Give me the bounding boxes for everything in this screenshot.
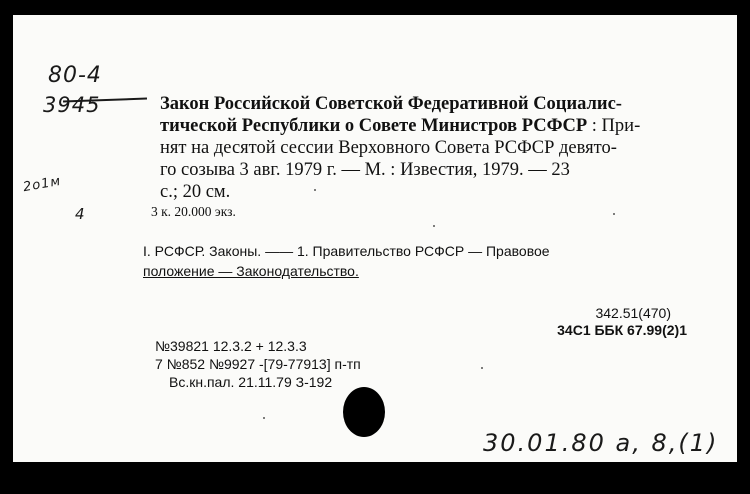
- bbk-index: 34С1 ББК 67.99(2)1: [557, 322, 687, 338]
- catalog-card: [13, 15, 737, 462]
- handwritten-shelf-top: 80-4: [48, 63, 102, 88]
- subject-line-1: I. РСФСР. Законы. —— 1. Правительство РСФСР — Правовое: [143, 243, 550, 259]
- entry-title-bold: тической Республики о Совете Министров РСФСР: [160, 116, 588, 136]
- entry-title-line-1: Закон Российской Советской Федеративной Социалис-: [160, 94, 622, 114]
- entry-line-3: нят на десятой сессии Верховного Совета РСФСР девято-: [160, 138, 617, 158]
- registration-line-2: 7 №852 №9927 -[79-77913] п-тп: [155, 356, 361, 372]
- bibliographic-entry: [160, 93, 720, 203]
- udc-index: 342.51(470): [595, 305, 671, 321]
- entry-line-4: го созыва 3 авг. 1979 г. — М. : Известия, 1979. — 23: [160, 160, 570, 180]
- entry-line-5: с.; 20 см.: [160, 182, 231, 202]
- handwritten-margin-note: 2о1м: [21, 173, 63, 196]
- registration-block: [155, 337, 361, 391]
- speckle: [433, 225, 435, 227]
- speckle: [613, 213, 615, 215]
- punch-hole: [343, 387, 385, 437]
- entry-title-rest: : При-: [587, 116, 641, 136]
- handwritten-margin-number: 4: [75, 205, 86, 223]
- speckle: [314, 189, 316, 191]
- registration-line-1: №39821 12.3.2 + 12.3.3: [155, 338, 307, 354]
- price-print-run: 3 к. 20.000 экз.: [151, 204, 236, 219]
- speckle: [263, 417, 265, 419]
- subject-line-2: положение — Законодательство.: [143, 263, 359, 279]
- handwritten-shelf-bottom: 3945: [43, 93, 101, 117]
- entry-title-line-2: [160, 115, 720, 137]
- subject-headings: [143, 241, 723, 281]
- handwritten-date-note: 30.01.80 а, 8,(1): [483, 429, 719, 457]
- speckle: [481, 367, 483, 369]
- registration-line-3: Вс.кн.пал. 21.11.79 З-192: [169, 374, 333, 390]
